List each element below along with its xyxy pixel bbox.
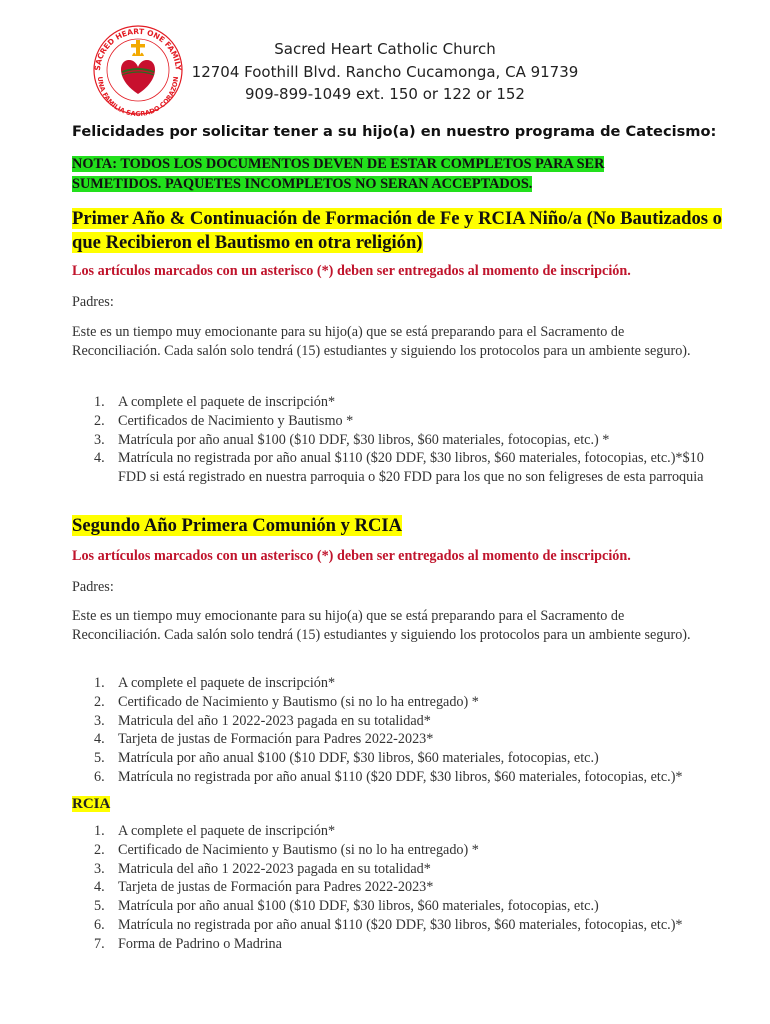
list-item: 3. Matrícula por año anual $100 ($10 DDF, $30 libros, $60 materiales, fotocopias, etc.) * xyxy=(94,431,610,448)
section2-notice: Los artículos marcados con un asterisco (*) deben ser entregados al momento de inscripción. xyxy=(72,548,631,564)
list-item: 2. Certificado de Nacimiento y Bautismo (si no lo ha entregado) * xyxy=(94,693,479,710)
section3-title xyxy=(72,796,110,813)
section2-title-text: Segundo Año Primera Comunión y RCIA xyxy=(72,515,403,536)
list-item: 3. Matricula del año 1 2022-2023 pagada en su totalidad* xyxy=(94,860,431,877)
list-item: 6. Matrícula no registrada por año anual $110 ($20 DDF, $30 libros, $60 materiales, fotocopias, etc.)* xyxy=(94,916,683,933)
church-header xyxy=(150,38,620,106)
list-item: 5. Matrícula por año anual $100 ($10 DDF, $30 libros, $60 materiales, fotocopias, etc.) xyxy=(94,750,599,767)
list-item: 4. Tarjeta de justas de Formación para Padres 2022-2023* xyxy=(94,731,434,748)
list-item: 1. A complete el paquete de inscripción* xyxy=(94,394,336,410)
section1-greeting: Padres: xyxy=(72,294,114,310)
church-address: 12704 Foothill Blvd. Rancho Cucamonga, CA 91739 xyxy=(191,62,579,81)
section2-greeting: Padres: xyxy=(72,579,114,595)
list-item: 1. A complete el paquete de inscripción* xyxy=(94,675,336,691)
nota-warning xyxy=(72,154,712,194)
section1-title xyxy=(72,207,732,255)
svg-text:SACRED HEART ONE FAMILY: SACRED HEART ONE FAMILY xyxy=(92,26,184,72)
church-name: Sacred Heart Catholic Church xyxy=(274,40,496,58)
section2-paragraph: Este es un tiempo muy emocionante para su hijo(a) que se está preparando para el Sacramento de Reconciliación. Cada salón solo tendrá (15) estudiantes y siguiendo los protocolos para un ambiente seguro). xyxy=(72,608,691,643)
list-item: 3. Matricula del año 1 2022-2023 pagada en su totalidad* xyxy=(94,712,431,729)
section1-title-line1: Primer Año & Continuación de Formación de Fe y RCIA Niño/a (No Bautizados o xyxy=(72,208,722,229)
list-item: 7. Forma de Padrino o Madrina xyxy=(94,935,282,952)
list-item: 6. Matrícula no registrada por año anual $110 ($20 DDF, $30 libros, $60 materiales, fotocopias, etc.)* xyxy=(94,768,683,785)
list-item: 2. Certificado de Nacimiento y Bautismo (si no lo ha entregado) * xyxy=(94,841,479,858)
intro-text: Felicidades por solicitar tener a su hijo(a) en nuestro programa de Catecismo: xyxy=(72,123,717,140)
list-item: 2. Certificados de Nacimiento y Bautismo * xyxy=(94,412,354,429)
nota-line-1: NOTA: TODOS LOS DOCUMENTOS DEVEN DE ESTAR COMPLETOS PARA SER xyxy=(72,156,605,172)
section3-list xyxy=(72,822,712,954)
section1-paragraph: Este es un tiempo muy emocionante para su hijo(a) que se está preparando para el Sacramento de Reconciliación. Cada salón solo tendrá (15) estudiantes y siguiendo los protocolos para un ambiente seguro). xyxy=(72,324,691,359)
section3-title-text: RCIA xyxy=(72,796,111,812)
section1-notice: Los artículos marcados con un asterisco (*) deben ser entregados al momento de inscripción. xyxy=(72,263,631,279)
list-item: 4. Tarjeta de justas de Formación para Padres 2022-2023* xyxy=(94,879,434,896)
section1-list xyxy=(72,393,712,487)
church-phone: 909-899-1049 ext. 150 or 122 or 152 xyxy=(245,85,525,103)
list-item: 4. Matrícula no registrada por año anual $110 ($20 DDF, $30 libros, $60 materiales, fotocopias, etc.)*$10 FDD si está registrado en nuestra parroquia o $20 FDD para los que no son feligreses de esta parroquia xyxy=(94,450,704,486)
nota-line-2: SUMETIDOS. PAQUETES INCOMPLETOS NO SERAN ACCEPTADOS. xyxy=(72,176,533,192)
list-item: 1. A complete el paquete de inscripción* xyxy=(94,823,336,839)
section1-title-line2: que Recibieron el Bautismo en otra religión) xyxy=(72,232,423,253)
list-item: 5. Matrícula por año anual $100 ($10 DDF, $30 libros, $60 materiales, fotocopias, etc.) xyxy=(94,898,599,915)
section2-title xyxy=(72,514,732,538)
section2-list xyxy=(72,674,712,787)
svg-text:UNA FAMILIA SAGRADO CORAZON: UNA FAMILIA SAGRADO CORAZON xyxy=(95,76,181,118)
